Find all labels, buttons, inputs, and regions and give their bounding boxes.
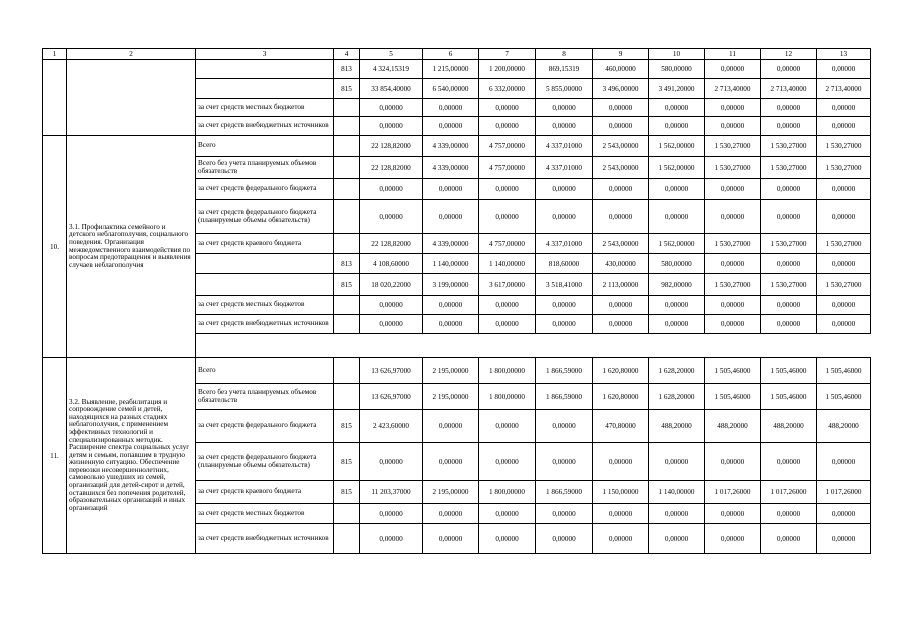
column-header: 3 [196, 49, 334, 60]
table-cell: 1 530,27000 [817, 157, 871, 179]
table-cell: 0,00000 [536, 410, 593, 443]
table-cell: 4 339,00000 [423, 234, 479, 254]
table-cell: 0,00000 [761, 315, 817, 334]
table-cell: 1 017,26000 [705, 481, 761, 504]
table-cell: 0,00000 [479, 200, 536, 234]
table-row [43, 358, 871, 384]
table-cell: 4 339,00000 [423, 136, 479, 157]
table-cell: 1 562,00000 [649, 157, 705, 179]
table-cell: 815 [334, 274, 360, 296]
table-cell: 22 128,82000 [360, 157, 423, 179]
table-cell [196, 254, 334, 274]
table-cell: 0,00000 [536, 504, 593, 524]
table-cell: 0,00000 [705, 60, 761, 79]
table-cell: 2 713,40000 [705, 79, 761, 99]
table-cell: 0,00000 [593, 296, 649, 315]
table-cell: 0,00000 [649, 443, 705, 481]
table-cell [196, 79, 334, 99]
column-header: 5 [360, 49, 423, 60]
table-cell: 0,00000 [705, 117, 761, 136]
table-cell: 1 562,00000 [649, 136, 705, 157]
row-label-cell: за счет средств федерального бюджета [196, 179, 334, 200]
table-cell: 2 195,00000 [423, 481, 479, 504]
table-row [43, 60, 871, 79]
table-cell [334, 358, 360, 384]
column-header: 8 [536, 49, 593, 60]
table-cell: 0,00000 [536, 179, 593, 200]
row-label-cell: за счет средств местных бюджетов [196, 504, 334, 524]
table-cell: 5 855,00000 [536, 79, 593, 99]
table-cell [334, 234, 360, 254]
table-cell: 2 543,00000 [593, 157, 649, 179]
table-cell: 580,00000 [649, 60, 705, 79]
table-cell: 6 540,00000 [423, 79, 479, 99]
table-cell: 0,00000 [817, 296, 871, 315]
table-cell: 0,00000 [479, 443, 536, 481]
table-cell [334, 136, 360, 157]
table-cell: 1 530,27000 [705, 136, 761, 157]
table-cell: 1 140,00000 [423, 254, 479, 274]
table-cell: 0,00000 [593, 315, 649, 334]
table-cell [196, 334, 871, 358]
table-cell: 1 530,27000 [761, 234, 817, 254]
table-cell: 1 866,59000 [536, 384, 593, 410]
table-cell: 0,00000 [360, 296, 423, 315]
table-cell: 0,00000 [479, 179, 536, 200]
table-cell: 0,00000 [593, 99, 649, 117]
table-cell: 0,00000 [536, 443, 593, 481]
table-cell: 0,00000 [360, 443, 423, 481]
table-cell: 4 337,01000 [536, 136, 593, 157]
table-cell: 1 505,46000 [817, 384, 871, 410]
table-cell: 3 518,41000 [536, 274, 593, 296]
table-cell: 11 203,37000 [360, 481, 423, 504]
table-cell: 0,00000 [593, 504, 649, 524]
table-cell: 1 017,26000 [761, 481, 817, 504]
table-cell: 0,00000 [649, 117, 705, 136]
table-cell: 1 150,00000 [593, 481, 649, 504]
table-cell: 0,00000 [761, 443, 817, 481]
table-cell: 0,00000 [761, 254, 817, 274]
table-cell [334, 315, 360, 334]
table-cell: 1 800,00000 [479, 481, 536, 504]
table-cell: 2 543,00000 [593, 136, 649, 157]
table-cell: 2 543,00000 [593, 234, 649, 254]
table-cell: 0,00000 [423, 296, 479, 315]
table-cell: 580,00000 [649, 254, 705, 274]
column-header: 10 [649, 49, 705, 60]
table-cell: 982,00000 [649, 274, 705, 296]
table-cell: 0,00000 [649, 200, 705, 234]
row-label-cell: за счет средств местных бюджетов [196, 99, 334, 117]
table-cell: 0,00000 [423, 315, 479, 334]
table-cell: 0,00000 [360, 99, 423, 117]
table-cell: 0,00000 [360, 200, 423, 234]
table-cell [334, 296, 360, 315]
row-label-cell: Всего [196, 136, 334, 157]
table-cell: 1 628,20000 [649, 384, 705, 410]
table-cell: 0,00000 [593, 524, 649, 554]
table-cell: 0,00000 [479, 296, 536, 315]
table-cell: 815 [334, 410, 360, 443]
table-cell: 0,00000 [479, 99, 536, 117]
table-cell: 1 505,46000 [817, 358, 871, 384]
table-cell: 0,00000 [536, 315, 593, 334]
table-cell: 1 215,00000 [423, 60, 479, 79]
table-cell: 1 620,80000 [593, 358, 649, 384]
table-cell [334, 504, 360, 524]
table-cell: 488,20000 [649, 410, 705, 443]
table-cell: 0,00000 [593, 179, 649, 200]
column-header: 1 [43, 49, 67, 60]
table-cell: 0,00000 [479, 410, 536, 443]
table-cell: 0,00000 [423, 410, 479, 443]
table-cell [334, 384, 360, 410]
table-cell: 1 530,27000 [761, 274, 817, 296]
table-cell: 2 195,00000 [423, 358, 479, 384]
table-cell: 0,00000 [761, 524, 817, 554]
table-cell: 0,00000 [536, 296, 593, 315]
table-cell: 3 617,00000 [479, 274, 536, 296]
table-cell: 1 505,46000 [761, 384, 817, 410]
table-cell [196, 274, 334, 296]
table-cell: 0,00000 [360, 179, 423, 200]
table-cell: 0,00000 [423, 200, 479, 234]
table-cell: 4 757,00000 [479, 157, 536, 179]
table-cell: 1 628,20000 [649, 358, 705, 384]
table-cell: 815 [334, 79, 360, 99]
table-cell: 33 854,40000 [360, 79, 423, 99]
table-cell: 815 [334, 481, 360, 504]
table-cell: 1 530,27000 [761, 157, 817, 179]
row-label-cell: за счет средств внебюджетных источников [196, 524, 334, 554]
table-cell: 1 530,27000 [705, 157, 761, 179]
table-cell: 0,00000 [705, 504, 761, 524]
row-label-cell: за счет средств местных бюджетов [196, 296, 334, 315]
row-label-cell: за счет средств федерального бюджета (планируемые объемы обязательств) [196, 443, 334, 481]
table-cell: 3 491,20000 [649, 79, 705, 99]
table-cell: 460,00000 [593, 60, 649, 79]
row-label-cell: за счет средств внебюджетных источников [196, 315, 334, 334]
table-cell: 0,00000 [761, 60, 817, 79]
row-label-cell: за счет средств федерального бюджета [196, 410, 334, 443]
row-label-cell: Всего без учета планируемых объемов обязательств [196, 157, 334, 179]
table-cell: 1 800,00000 [479, 358, 536, 384]
table-cell [334, 157, 360, 179]
table-cell: 869,15319 [536, 60, 593, 79]
column-header: 13 [817, 49, 871, 60]
table-cell: 0,00000 [423, 443, 479, 481]
table-cell: 1 866,59000 [536, 481, 593, 504]
table-cell: 0,00000 [761, 504, 817, 524]
budget-table [42, 48, 871, 554]
table-cell: 0,00000 [649, 179, 705, 200]
table-cell: 0,00000 [817, 524, 871, 554]
table-cell: 1 562,00000 [649, 234, 705, 254]
row-label-cell: 3.1. Профилактика семейного и детского неблагополучия, социального поведения. Организация межведомственного взаимодействия по вопросам предотвращения и выявления случаев неблагополучия [67, 136, 196, 358]
table-cell: 0,00000 [423, 117, 479, 136]
table-cell: 815 [334, 443, 360, 481]
table-cell: 22 128,82000 [360, 136, 423, 157]
table-cell: 4 757,00000 [479, 234, 536, 254]
table-cell: 6 332,00000 [479, 79, 536, 99]
table-cell: 0,00000 [360, 524, 423, 554]
table-cell: 818,60000 [536, 254, 593, 274]
table-cell: 1 530,27000 [817, 234, 871, 254]
table-cell: 1 530,27000 [761, 136, 817, 157]
table-cell: 4 337,01000 [536, 234, 593, 254]
table-cell: 0,00000 [817, 179, 871, 200]
table-cell: 2 713,40000 [761, 79, 817, 99]
column-header: 11 [705, 49, 761, 60]
table-cell: 13 626,97000 [360, 384, 423, 410]
table-body [43, 60, 871, 554]
table-cell: 0,00000 [423, 504, 479, 524]
table-cell: 488,20000 [761, 410, 817, 443]
table-cell: 0,00000 [817, 443, 871, 481]
table-cell: 0,00000 [705, 200, 761, 234]
table-cell: 0,00000 [593, 200, 649, 234]
table-cell: 4 757,00000 [479, 136, 536, 157]
table-cell: 1 505,46000 [761, 358, 817, 384]
table-cell: 488,20000 [705, 410, 761, 443]
table-cell: 0,00000 [360, 315, 423, 334]
row-label-cell: за счет средств краевого бюджета [196, 234, 334, 254]
table-cell: 470,80000 [593, 410, 649, 443]
table-cell: 0,00000 [761, 99, 817, 117]
table-cell: 0,00000 [593, 443, 649, 481]
table-cell: 488,20000 [817, 410, 871, 443]
table-cell [334, 524, 360, 554]
table-cell: 1 800,00000 [479, 384, 536, 410]
table-cell: 0,00000 [649, 504, 705, 524]
table-cell: 4 324,15319 [360, 60, 423, 79]
column-header: 6 [423, 49, 479, 60]
table-cell: 1 530,27000 [705, 234, 761, 254]
table-cell: 813 [334, 254, 360, 274]
table-cell: 4 108,60000 [360, 254, 423, 274]
table-cell: 22 128,82000 [360, 234, 423, 254]
table-cell: 0,00000 [593, 117, 649, 136]
table-cell: 0,00000 [705, 99, 761, 117]
column-header: 7 [479, 49, 536, 60]
table-cell: 1 866,59000 [536, 358, 593, 384]
column-header: 9 [593, 49, 649, 60]
table-cell [43, 60, 67, 136]
table-cell: 0,00000 [705, 443, 761, 481]
table-cell: 1 530,27000 [817, 274, 871, 296]
table-cell: 0,00000 [705, 296, 761, 315]
table-cell: 0,00000 [705, 524, 761, 554]
table-cell: 0,00000 [536, 200, 593, 234]
table-cell: 18 020,22000 [360, 274, 423, 296]
row-label-cell: Всего [196, 358, 334, 384]
table-cell: 1 530,27000 [705, 274, 761, 296]
table-cell: 3 199,00000 [423, 274, 479, 296]
table-cell: 430,00000 [593, 254, 649, 274]
table-cell: 0,00000 [817, 117, 871, 136]
table-cell: 10. [43, 136, 67, 358]
table-cell: 0,00000 [817, 60, 871, 79]
table-cell: 0,00000 [817, 504, 871, 524]
table-cell: 0,00000 [761, 179, 817, 200]
table-cell: 0,00000 [761, 296, 817, 315]
table-cell: 0,00000 [817, 99, 871, 117]
table-cell: 2 113,00000 [593, 274, 649, 296]
table-header-row [43, 49, 871, 60]
table-cell: 0,00000 [817, 200, 871, 234]
table-cell: 0,00000 [360, 504, 423, 524]
table-cell: 0,00000 [536, 524, 593, 554]
table-cell: 4 339,00000 [423, 157, 479, 179]
table-cell: 0,00000 [649, 315, 705, 334]
column-header: 12 [761, 49, 817, 60]
table-cell [334, 117, 360, 136]
row-label-cell: Всего без учета планируемых объемов обязательств [196, 384, 334, 410]
table-cell [334, 200, 360, 234]
table-cell: 1 505,46000 [705, 384, 761, 410]
table-cell: 1 200,00000 [479, 60, 536, 79]
table-cell: 1 017,26000 [817, 481, 871, 504]
table-cell: 813 [334, 60, 360, 79]
column-header: 4 [334, 49, 360, 60]
table-cell: 0,00000 [649, 296, 705, 315]
table-cell: 2 423,60000 [360, 410, 423, 443]
row-label-cell: за счет средств федерального бюджета (планируемые объемы обязательств) [196, 200, 334, 234]
table-cell: 1 140,00000 [649, 481, 705, 504]
column-header: 2 [67, 49, 196, 60]
table-cell [67, 60, 196, 136]
table-cell: 0,00000 [536, 117, 593, 136]
table-cell: 0,00000 [423, 179, 479, 200]
row-label-cell: за счет средств внебюджетных источников [196, 117, 334, 136]
table-cell: 0,00000 [536, 99, 593, 117]
table-cell: 2 713,40000 [817, 79, 871, 99]
table-cell: 0,00000 [817, 254, 871, 274]
table-cell [196, 60, 334, 79]
table-cell: 1 505,46000 [705, 358, 761, 384]
table-cell: 0,00000 [479, 315, 536, 334]
row-label-cell: за счет средств краевого бюджета [196, 481, 334, 504]
row-label-cell: 3.2. Выявление, реабилитация и сопровождение семей и детей, находящихся на разных стадиях неблагополучия, с применением эффективных технологий и специализированных методик. Расширение спектра социальных услуг детям и семьям, попавшим в трудную жизненную ситуацию. Обеспечение перевозки несовершеннолетних, самовольно ушедших из семей, организаций для детей-сирот и детей, оставшихся без попечения родителей, образовательных организаций и иных организаций [67, 358, 196, 554]
table-cell: 0,00000 [423, 99, 479, 117]
table-cell: 1 620,80000 [593, 384, 649, 410]
table-cell: 0,00000 [360, 117, 423, 136]
table-cell: 0,00000 [423, 524, 479, 554]
table-cell: 0,00000 [705, 254, 761, 274]
table-cell: 0,00000 [479, 117, 536, 136]
table-cell: 4 337,01000 [536, 157, 593, 179]
table-cell: 0,00000 [479, 524, 536, 554]
table-cell: 11. [43, 358, 67, 554]
table-row [43, 136, 871, 157]
table-cell: 0,00000 [761, 117, 817, 136]
table-cell: 0,00000 [479, 504, 536, 524]
table-cell: 0,00000 [705, 179, 761, 200]
table-cell: 0,00000 [649, 524, 705, 554]
table-cell: 2 195,00000 [423, 384, 479, 410]
table-cell: 1 140,00000 [479, 254, 536, 274]
table-cell: 0,00000 [761, 200, 817, 234]
table-cell [334, 99, 360, 117]
table-cell: 13 626,97000 [360, 358, 423, 384]
table-cell: 0,00000 [649, 99, 705, 117]
table-cell [334, 179, 360, 200]
table-cell: 1 530,27000 [817, 136, 871, 157]
table-cell: 0,00000 [817, 315, 871, 334]
table-cell: 0,00000 [705, 315, 761, 334]
table-cell: 3 496,00000 [593, 79, 649, 99]
